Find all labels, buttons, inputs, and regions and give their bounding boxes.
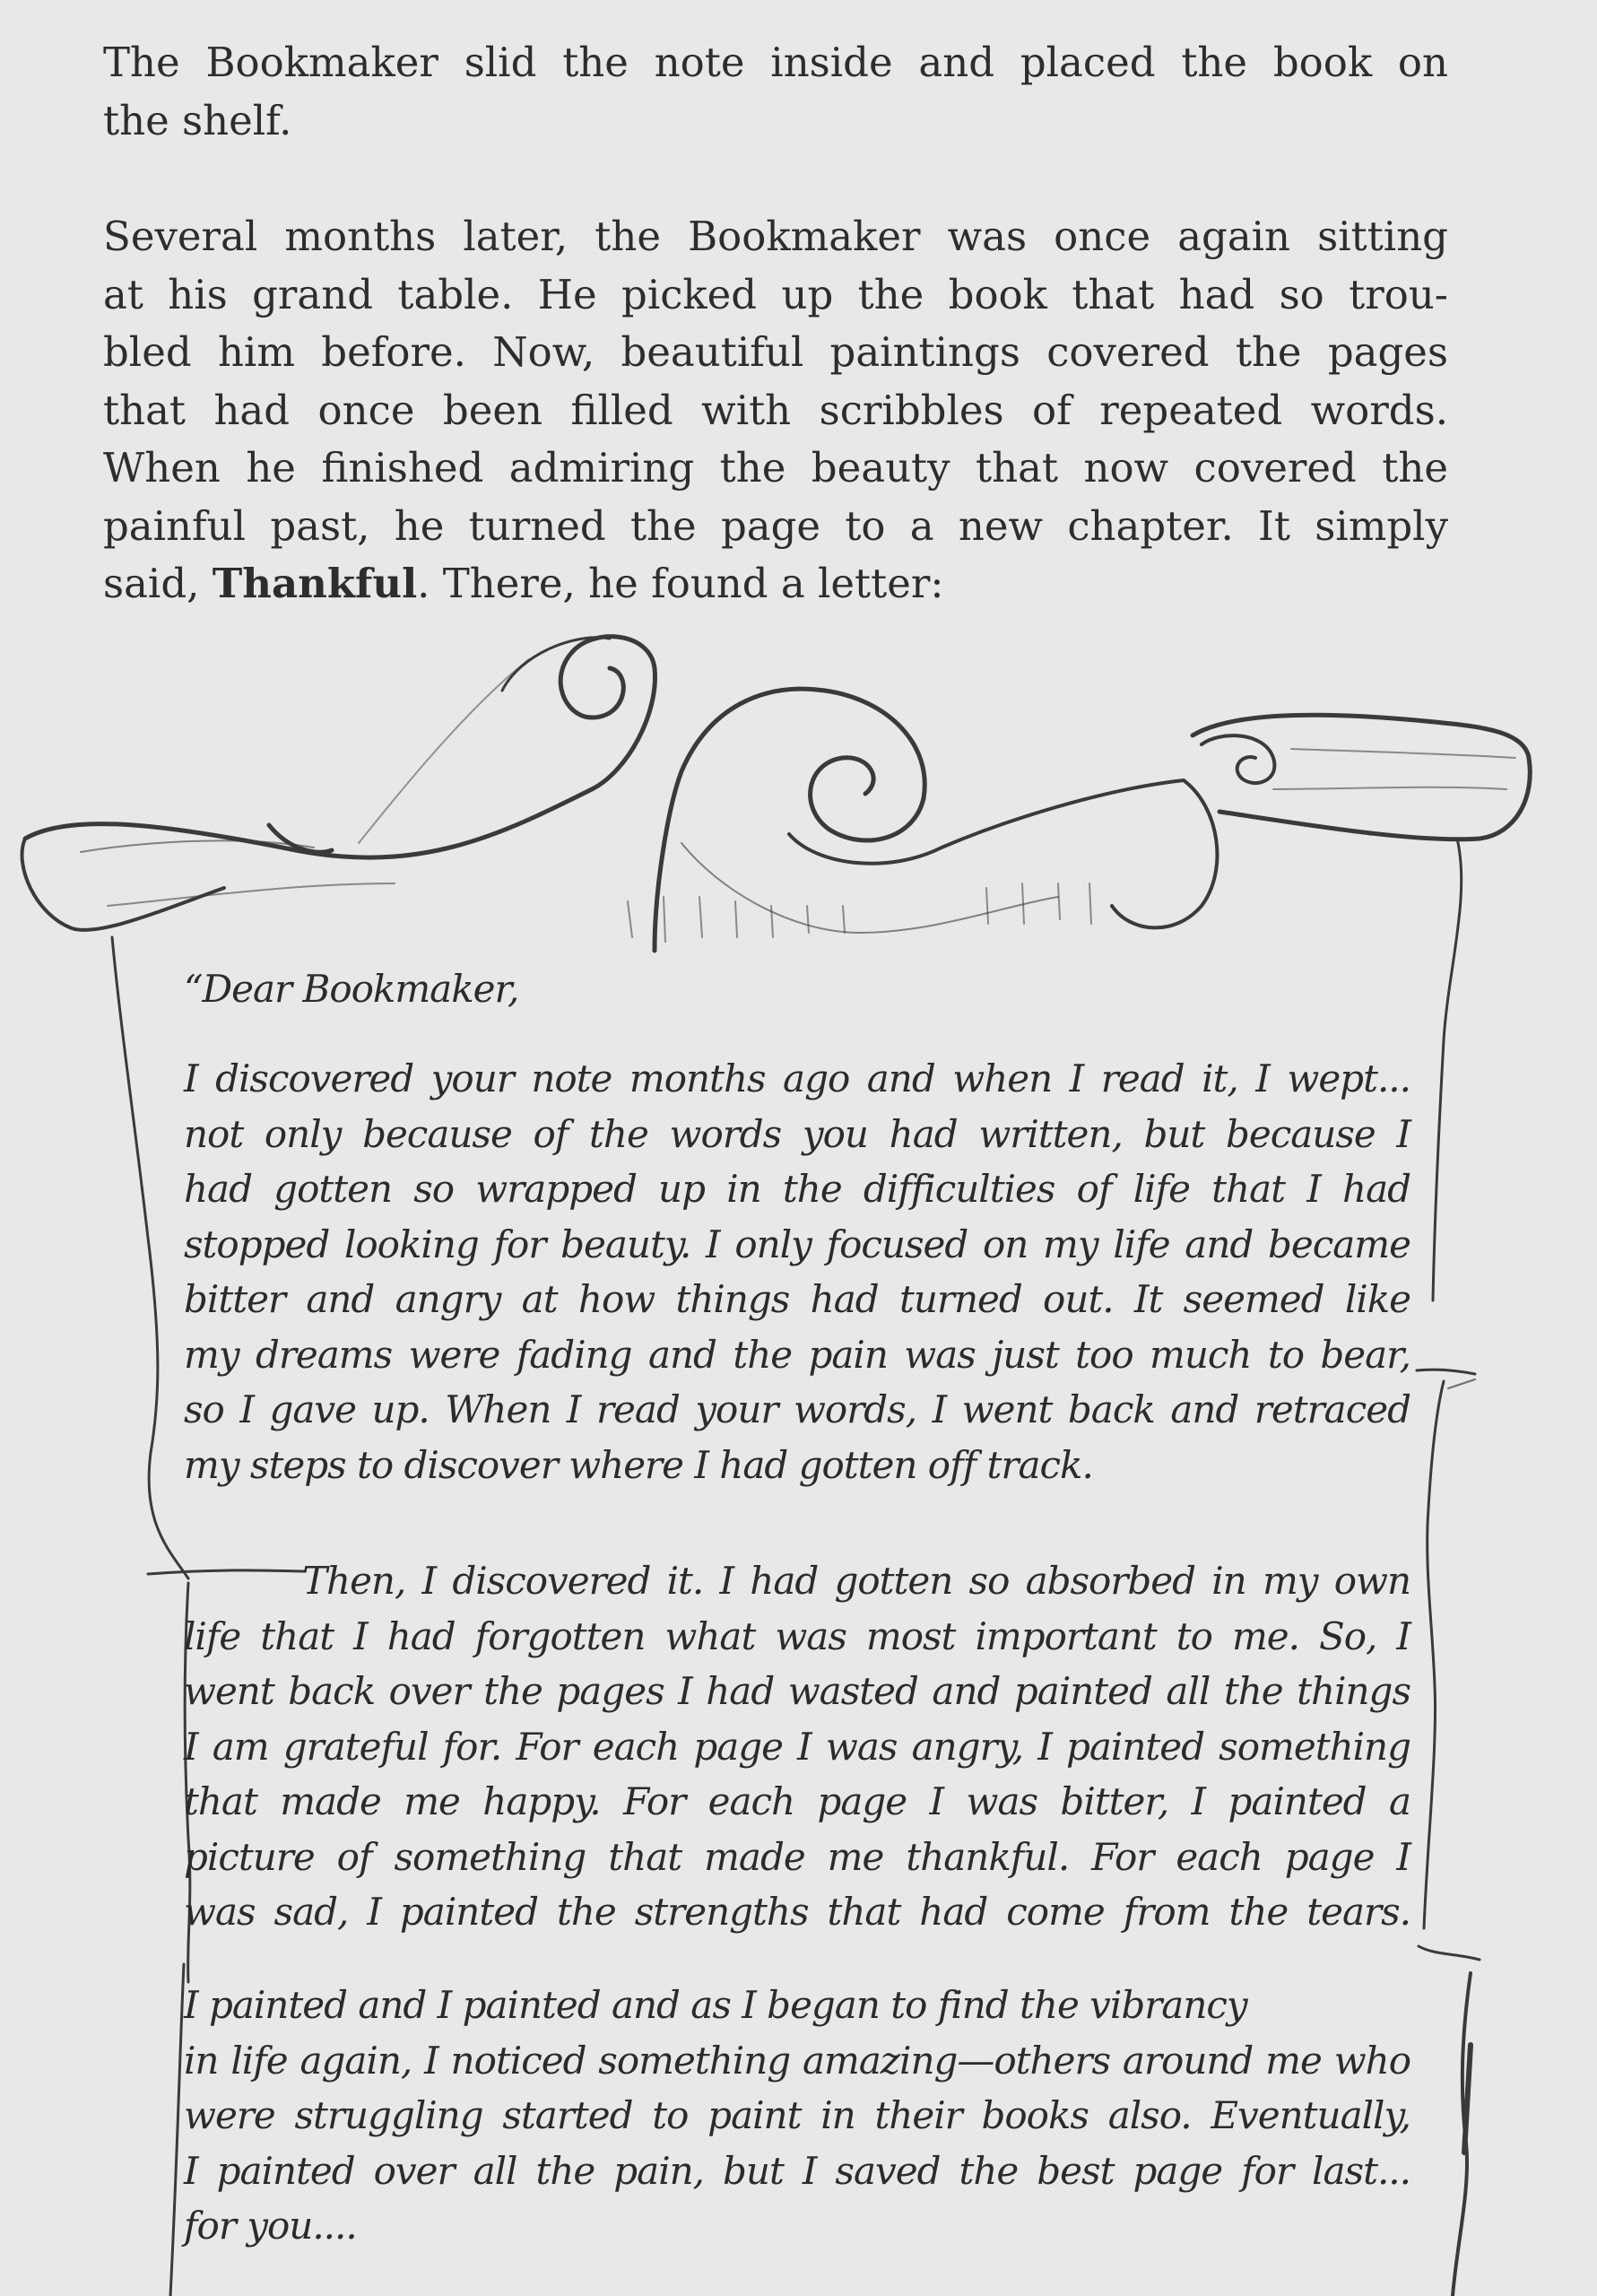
narrative-line: When he finished admiring the beauty that now covered the [103, 444, 1448, 491]
letter-line: had gotten so wrapped up in the difficulties of life that I had [184, 1167, 1410, 1211]
letter-line: stopped looking for beauty. I only focused on my life and became [184, 1222, 1410, 1266]
letter-line: I discovered your note months ago and when I read it, I wept... [184, 1057, 1410, 1100]
letter-line: my steps to discover where I had gotten off track. [184, 1442, 1093, 1487]
letter-paragraph-3 [184, 1978, 1410, 2254]
letter-line: went back over the pages I had wasted and painted all the things [184, 1669, 1410, 1713]
letter-line: I am grateful for. For each page I was angry, I painted something [184, 1724, 1410, 1769]
letter-line: was sad, I painted the strengths that had come from the tears. [184, 1890, 1410, 1934]
letter-line: were struggling started to paint in their books also. Eventually, [184, 2093, 1410, 2137]
narrative-line: bled him before. Now, beautiful paintings covered the pages [103, 328, 1448, 376]
letter-line: I painted and I painted and as I began to find the vibrancy [184, 1983, 1247, 2027]
letter-line: so I gave up. When I read your words, I went back and retraced [184, 1387, 1410, 1431]
letter-line: for you.... [184, 2204, 357, 2248]
narrative-line: painful past, he turned the page to a new chapter. It simply [103, 501, 1448, 550]
narrative-line: the shelf. [103, 96, 292, 144]
narrative-line: at his grand table. He picked up the book that had so trou- [103, 270, 1448, 318]
narrative-line: Several months later, the Bookmaker was once again sitting [103, 213, 1448, 260]
letter-salutation: “Dear Bookmaker, [184, 967, 519, 1011]
narrative-line: The Bookmaker slid the note inside and placed the book on [103, 39, 1448, 86]
narrative-line: that had once been filled with scribbles of repeated words. [103, 386, 1448, 434]
letter-line: in life again, I noticed something amazing—others around me who [184, 2038, 1410, 2083]
letter-paragraph-1 [184, 1051, 1410, 1492]
letter-line: my dreams were fading and the pain was just too much to bear, [184, 1332, 1410, 1377]
letter-line: life that I had forgotten what was most important to me. So, I [184, 1613, 1410, 1658]
letter-line: that made me happy. For each page I was bitter, I painted a [184, 1779, 1410, 1823]
letter-line: not only because of the words you had written, but because I [184, 1111, 1410, 1156]
narrative-text: said, [103, 560, 213, 607]
letter-paragraph-2 [184, 1553, 1410, 1940]
letter-line: I painted over all the pain, but I saved the best page for last... [184, 2148, 1410, 2193]
letter-line: Then, I discovered it. I had gotten so absorbed in my own [302, 1559, 1410, 1603]
chapter-title-thankful: Thankful [212, 560, 418, 607]
narrative-text: . There, he found a letter: [417, 560, 944, 607]
letter-line: bitter and angry at how things had turned out. It seemed like [184, 1277, 1410, 1321]
letter-line: picture of something that made me thankful. For each page I [184, 1834, 1410, 1879]
